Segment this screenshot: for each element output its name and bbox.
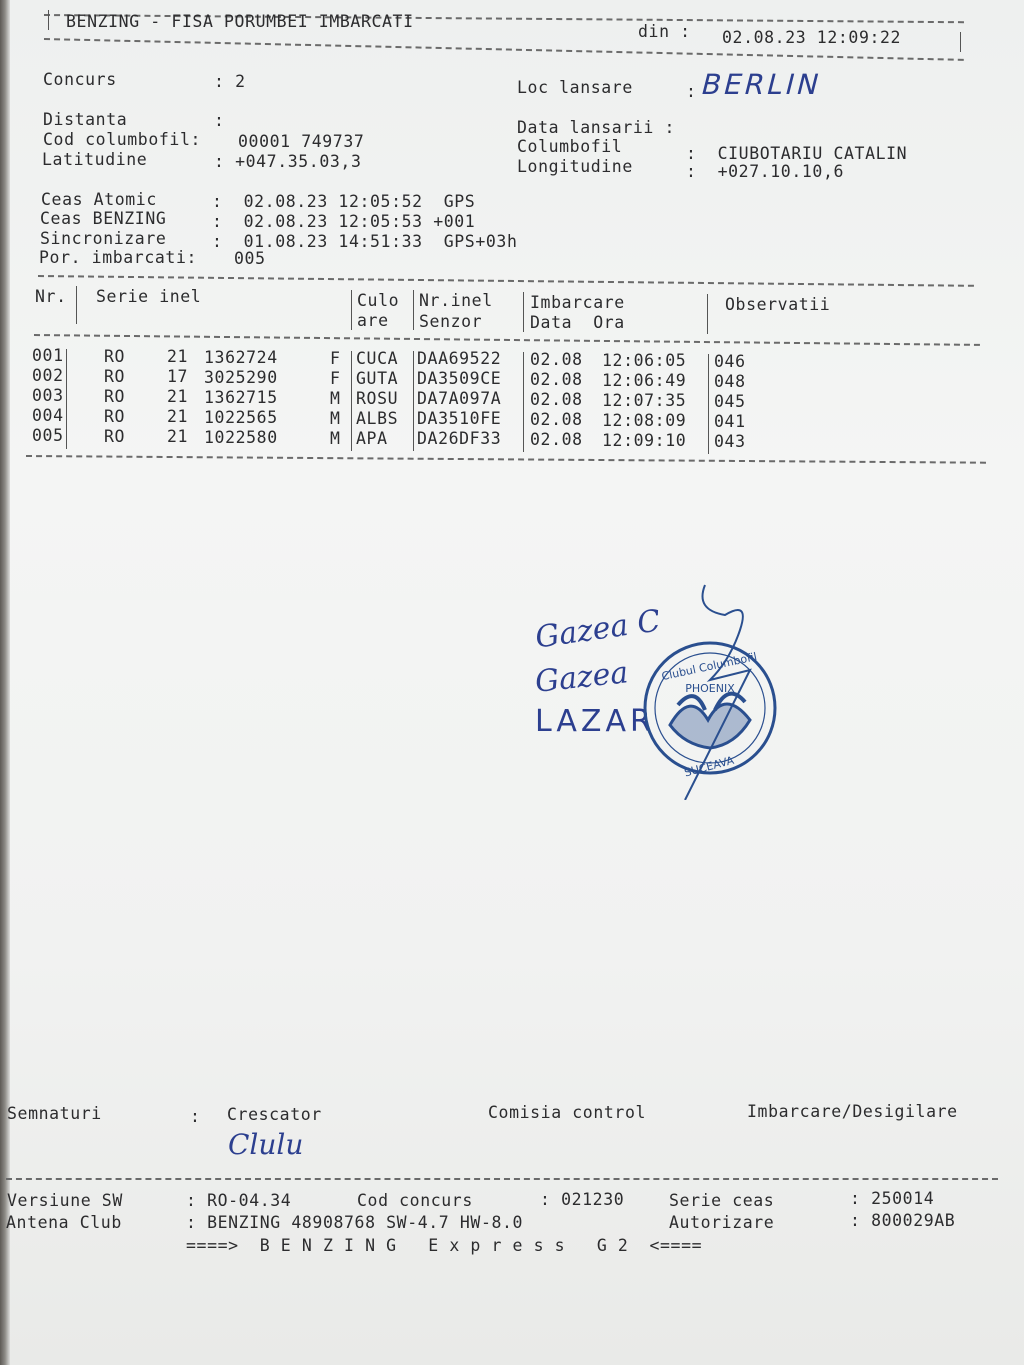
table-header-rule bbox=[34, 334, 980, 346]
cell-sensor: DA3509CE bbox=[417, 369, 502, 388]
benzing-banner: ====> B E N Z I N G E x p r e s s G 2 <==== bbox=[186, 1236, 703, 1255]
imbarcare-desigilare-label: Imbarcare/Desigilare bbox=[747, 1102, 958, 1121]
row-divider-sex bbox=[351, 371, 352, 391]
date-label: din : bbox=[638, 22, 691, 41]
cod-concurs-label: Cod concurs bbox=[357, 1191, 473, 1210]
cell-nr: 002 bbox=[32, 366, 64, 385]
table-bottom-rule bbox=[26, 455, 986, 464]
row-divider-sensor bbox=[523, 372, 524, 392]
col-divider-4 bbox=[523, 292, 524, 332]
versiune-label: Versiune SW bbox=[7, 1191, 123, 1210]
cell-nr: 001 bbox=[32, 346, 64, 365]
distanta-value: : bbox=[214, 111, 225, 130]
row-divider-time bbox=[708, 354, 709, 374]
signature-3: LAZAR bbox=[535, 704, 655, 739]
row-divider-time bbox=[708, 434, 709, 454]
row-divider-time bbox=[708, 374, 709, 394]
col-header-imbarcare-1: Imbarcare bbox=[530, 293, 625, 312]
loc-lansare-value: BERLIN bbox=[697, 68, 826, 101]
cell-time: 12:09:10 bbox=[602, 431, 687, 450]
row-divider-nr bbox=[66, 409, 67, 429]
cell-cc: RO bbox=[104, 367, 126, 386]
cell-sex: F bbox=[330, 369, 341, 388]
club-stamp bbox=[600, 570, 820, 800]
cell-cc: RO bbox=[104, 347, 126, 366]
cell-sensor: DA7A097A bbox=[417, 389, 502, 408]
col-header-nrinel-1: Nr.inel bbox=[419, 291, 493, 310]
col-divider-5 bbox=[707, 294, 708, 334]
serie-ceas-value: : 250014 bbox=[850, 1189, 935, 1208]
row-divider-color bbox=[413, 371, 414, 391]
cell-sex: M bbox=[330, 409, 341, 428]
sincronizare-value: : 01.08.23 14:51:33 GPS+03h bbox=[212, 232, 518, 251]
paper-edge bbox=[0, 0, 10, 1365]
por-imbarcati-label: Por. imbarcati: bbox=[39, 248, 198, 267]
date-value: 02.08.23 12:09:22 bbox=[722, 28, 902, 47]
longitudine-value: : +027.10.10,6 bbox=[686, 162, 845, 181]
row-divider-time bbox=[708, 394, 709, 414]
footer-rule bbox=[6, 1178, 998, 1180]
autorizare-value: : 800029AB bbox=[850, 1211, 956, 1230]
cell-sensor: DAA69522 bbox=[417, 349, 502, 368]
concurs-value: : 2 bbox=[214, 72, 246, 91]
cell-yy: 21 bbox=[167, 427, 189, 446]
ceas-benzing-value: : 02.08.23 12:05:53 +001 bbox=[212, 212, 476, 231]
row-divider-color bbox=[413, 391, 414, 411]
sincronizare-label: Sincronizare bbox=[40, 229, 167, 248]
row-divider-color bbox=[413, 351, 414, 371]
document-title: BENZING - FISA PORUMBEI IMBARCATI bbox=[66, 12, 414, 31]
cod-columbofil-value: 00001 749737 bbox=[238, 132, 365, 151]
table-top-rule bbox=[38, 275, 974, 287]
cell-num: 3025290 bbox=[204, 368, 278, 387]
cell-obs: 043 bbox=[714, 432, 746, 451]
header-right-bar bbox=[960, 32, 961, 52]
cell-cc: RO bbox=[104, 407, 126, 426]
columbofil-value: : CIUBOTARIU CATALIN bbox=[686, 144, 908, 163]
row-divider-sex bbox=[351, 431, 352, 451]
cell-time: 12:06:05 bbox=[602, 351, 687, 370]
cell-date: 02.08 bbox=[530, 410, 583, 429]
cell-obs: 048 bbox=[714, 372, 746, 391]
signature-2: Gazea bbox=[533, 655, 630, 700]
cell-yy: 21 bbox=[167, 407, 189, 426]
cell-sex: M bbox=[330, 389, 341, 408]
col-header-culoare-1: Culo bbox=[357, 291, 400, 310]
cod-columbofil-label: Cod columbofil: bbox=[43, 130, 202, 149]
cell-date: 02.08 bbox=[530, 350, 583, 369]
stamp-text-bottom: SUCEAVA bbox=[682, 753, 736, 780]
cell-date: 02.08 bbox=[530, 430, 583, 449]
columbofil-label: Columbofil bbox=[517, 137, 623, 156]
cell-nr: 005 bbox=[32, 426, 64, 445]
concurs-label: Concurs bbox=[43, 70, 117, 89]
ceas-benzing-label: Ceas BENZING bbox=[40, 209, 167, 228]
ceas-atomic-label: Ceas Atomic bbox=[41, 190, 157, 209]
row-divider-sensor bbox=[523, 352, 524, 372]
col-header-nrinel-2: Senzor bbox=[419, 312, 483, 331]
header-left-bar bbox=[48, 10, 49, 30]
antena-value: : BENZING 48908768 SW-4.7 HW-8.0 bbox=[186, 1213, 524, 1232]
cell-color: GUTA bbox=[356, 369, 399, 388]
cell-num: 1362724 bbox=[204, 348, 278, 367]
cell-date: 02.08 bbox=[530, 370, 583, 389]
col-header-observatii: Observatii bbox=[725, 295, 831, 314]
loc-lansare-label: Loc lansare bbox=[517, 78, 633, 97]
cell-obs: 041 bbox=[714, 412, 746, 431]
distanta-label: Distanta bbox=[43, 110, 128, 129]
row-divider-sensor bbox=[523, 432, 524, 452]
cell-color: CUCA bbox=[356, 349, 399, 368]
cell-nr: 004 bbox=[32, 406, 64, 425]
cell-yy: 21 bbox=[167, 347, 189, 366]
cell-yy: 21 bbox=[167, 387, 189, 406]
cell-time: 12:06:49 bbox=[602, 371, 687, 390]
cell-nr: 003 bbox=[32, 386, 64, 405]
serie-ceas-label: Serie ceas bbox=[669, 1191, 775, 1210]
cell-time: 12:07:35 bbox=[602, 391, 687, 410]
row-divider-color bbox=[413, 411, 414, 431]
row-divider-nr bbox=[66, 389, 67, 409]
cell-obs: 046 bbox=[714, 352, 746, 371]
cell-sex: F bbox=[330, 349, 341, 368]
row-divider-sensor bbox=[523, 412, 524, 432]
cell-date: 02.08 bbox=[530, 390, 583, 409]
latitudine-value: : +047.35.03,3 bbox=[214, 152, 362, 171]
col-header-nr: Nr. bbox=[35, 287, 67, 306]
signature-1: Gazea C bbox=[533, 603, 663, 656]
cell-color: ALBS bbox=[356, 409, 399, 428]
row-divider-nr bbox=[66, 349, 67, 369]
cell-cc: RO bbox=[104, 427, 126, 446]
crescator-label: Crescator bbox=[227, 1105, 322, 1124]
cell-yy: 17 bbox=[167, 367, 189, 386]
row-divider-time bbox=[708, 414, 709, 434]
row-divider-sex bbox=[351, 411, 352, 431]
cell-color: ROSU bbox=[356, 389, 399, 408]
semnaturi-label: Semnaturi bbox=[7, 1104, 102, 1123]
row-divider-sex bbox=[351, 391, 352, 411]
row-divider-sensor bbox=[523, 392, 524, 412]
autorizare-label: Autorizare bbox=[669, 1213, 775, 1232]
col-header-culoare-2: are bbox=[357, 311, 389, 330]
semnaturi-colon: : bbox=[190, 1107, 201, 1126]
data-lansarii-label: Data lansarii : bbox=[517, 118, 676, 137]
cell-cc: RO bbox=[104, 387, 126, 406]
longitudine-label: Longitudine bbox=[517, 157, 633, 176]
col-divider-2 bbox=[351, 290, 352, 330]
ceas-atomic-value: : 02.08.23 12:05:52 GPS bbox=[212, 192, 476, 211]
stamp-text-top: Clubul Columbofil bbox=[660, 650, 759, 684]
cell-num: 1022565 bbox=[204, 408, 278, 427]
cell-sensor: DA26DF33 bbox=[417, 429, 502, 448]
loc-lansare-colon: : bbox=[686, 82, 697, 101]
row-divider-nr bbox=[66, 369, 67, 389]
col-header-imbarcare-2: Data Ora bbox=[530, 313, 625, 332]
cell-sensor: DA3510FE bbox=[417, 409, 502, 428]
crescator-signature: Clulu bbox=[228, 1128, 304, 1161]
cell-sex: M bbox=[330, 429, 341, 448]
cell-time: 12:08:09 bbox=[602, 411, 687, 430]
row-divider-nr bbox=[66, 429, 67, 449]
col-header-serie: Serie inel bbox=[96, 287, 202, 306]
stamp-text-center: PHOENIX bbox=[685, 682, 735, 695]
por-imbarcati-value: 005 bbox=[234, 249, 266, 268]
antena-label: Antena Club bbox=[6, 1213, 122, 1232]
row-divider-color bbox=[413, 431, 414, 451]
cell-num: 1362715 bbox=[204, 388, 278, 407]
versiune-value: : RO-04.34 bbox=[186, 1191, 292, 1210]
col-divider-3 bbox=[413, 290, 414, 330]
cell-obs: 045 bbox=[714, 392, 746, 411]
latitudine-label: Latitudine bbox=[42, 150, 148, 169]
cell-num: 1022580 bbox=[204, 428, 278, 447]
comisia-control-label: Comisia control bbox=[488, 1103, 647, 1122]
cell-color: APA bbox=[356, 429, 388, 448]
row-divider-sex bbox=[351, 351, 352, 371]
cod-concurs-value: : 021230 bbox=[540, 1190, 625, 1209]
col-divider-1 bbox=[76, 286, 77, 324]
